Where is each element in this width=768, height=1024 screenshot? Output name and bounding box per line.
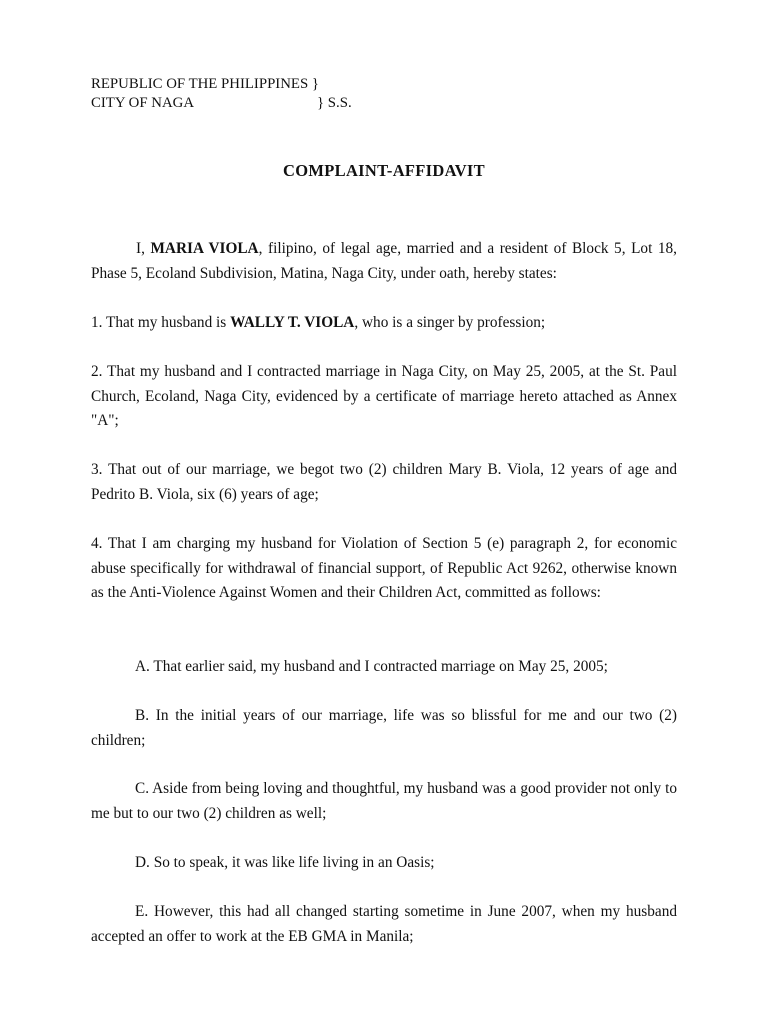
venue-ss: } S.S. <box>317 94 352 111</box>
venue-republic: REPUBLIC OF THE PHILIPPINES } <box>91 76 319 92</box>
intro-paragraph <box>91 237 677 286</box>
sub-item-b: B. In the initial years of our marriage, life was so blissful for me and our two (2) children; <box>91 707 677 749</box>
sub-item-e: E. However, this had all changed starting sometime in June 2007, when my husband accepted an offer to work at the EB GMA in Manila; <box>91 903 677 945</box>
item-1 <box>91 311 677 336</box>
intro-prefix: I, <box>136 240 151 257</box>
item-3: 3. That out of our marriage, we begot two (2) children Mary B. Viola, 12 years of age and Pedrito B. Viola, six (6) years of age; <box>91 461 677 503</box>
venue-header <box>91 75 352 112</box>
sub-item-d: D. So to speak, it was like life living in an Oasis; <box>135 854 435 871</box>
item-1-rest: , who is a singer by profession; <box>354 314 546 331</box>
sub-item-c: C. Aside from being loving and thoughtful, my husband was a good provider not only to me but to our two (2) children as well; <box>91 780 677 822</box>
affiant-name: MARIA VIOLA <box>150 240 259 257</box>
intro-rest: , filipino, of legal age, married and a resident of Block 5, Lot 18, Phase 5, Ecoland Subdivision, Matina, Naga City, under oath, hereby states: <box>91 240 678 282</box>
item-4: 4. That I am charging my husband for Violation of Section 5 (e) paragraph 2, for economic abuse specifically for withdrawal of financial support, of Republic Act 9262, otherwise known as the Anti-Violence Against Women and their Children Act, committed as follows: <box>91 535 677 601</box>
document-title: COMPLAINT-AFFIDAVIT <box>283 161 485 180</box>
item-1-prefix: 1. That my husband is <box>91 314 231 331</box>
sub-item-a: A. That earlier said, my husband and I contracted marriage on May 25, 2005; <box>135 658 608 675</box>
venue-city <box>91 94 352 113</box>
venue-city-name: CITY OF NAGA <box>91 94 195 111</box>
item-2: 2. That my husband and I contracted marriage in Naga City, on May 25, 2005, at the St. Paul Church, Ecoland, Naga City, evidenced by a certificate of marriage hereto attached as Annex "A"; <box>91 363 677 429</box>
respondent-name: WALLY T. VIOLA <box>230 314 355 331</box>
